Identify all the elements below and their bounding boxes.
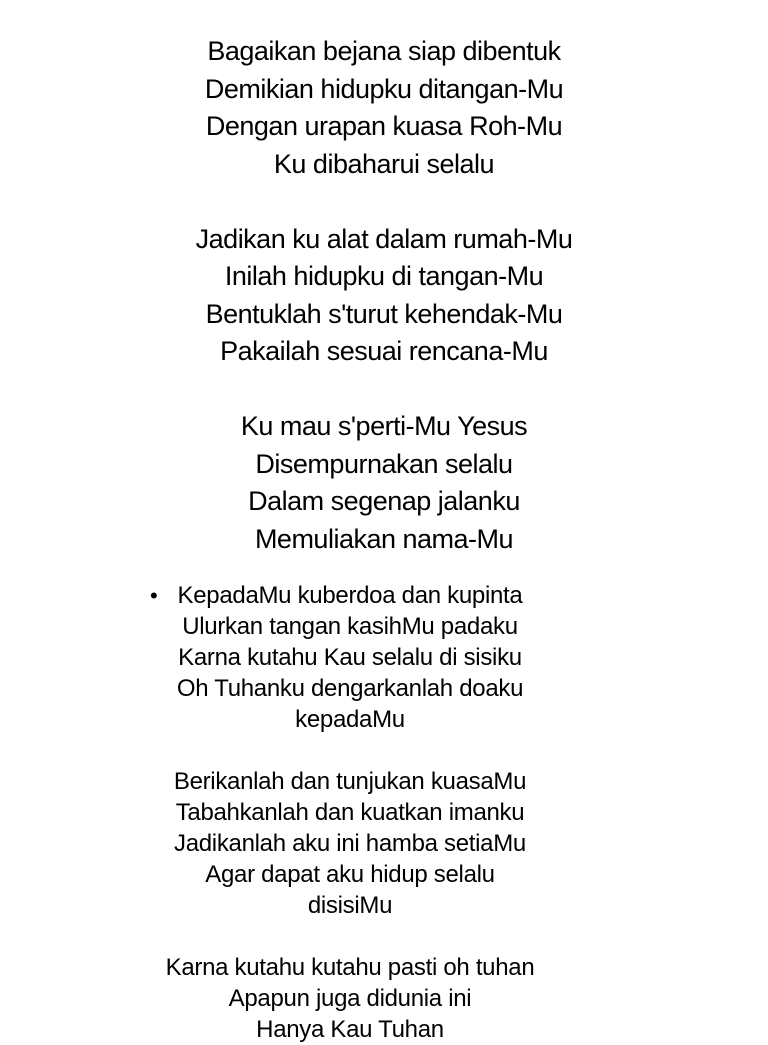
lyric-line: Inilah hidupku di tangan-Mu <box>224 261 544 291</box>
bullet-icon: • <box>150 583 158 608</box>
lyric-stanza <box>0 33 768 183</box>
lyric-line: Pakailah sesuai rencana-Mu <box>220 336 548 366</box>
lyric-stanza <box>0 580 700 735</box>
lyric-line: Apapun juga didunia ini <box>228 985 472 1012</box>
lyric-line: Bentuklah s'turut kehendak-Mu <box>205 298 563 329</box>
lyric-line: Dengan urapan kuasa Roh-Mu <box>205 111 563 141</box>
lyric-line: Tabahkanlah dan kuatkan imanku <box>175 799 525 826</box>
lyric-line: Jadikanlah aku ini hamba setiaMu <box>174 830 526 857</box>
lyric-line: Oh Tuhanku dengarkanlah doaku <box>176 675 524 702</box>
lyric-line: kepadaMu <box>295 706 405 733</box>
lyric-line: Karna kutahu Kau selalu di sisiku <box>178 644 522 671</box>
lyric-line: Berikanlah dan tunjukan kuasaMu <box>173 768 527 795</box>
lyric-line: Agar dapat aku hidup selalu <box>205 861 495 888</box>
lyric-line: Jadikan ku alat dalam rumah-Mu <box>195 223 573 254</box>
lyrics-top-section <box>0 33 768 558</box>
lyrics-bottom-section <box>0 580 700 1045</box>
lyric-line: disisiMu <box>307 892 393 919</box>
lyric-line: Ku mau s'perti-Mu Yesus <box>240 411 528 441</box>
lyric-line: Bagaikan bejana siap dibentuk <box>207 36 561 66</box>
lyric-stanza <box>0 766 700 921</box>
lyric-stanza <box>0 952 700 1045</box>
lyric-stanza <box>0 408 768 558</box>
lyric-stanza <box>0 221 768 371</box>
lyric-line: Ulurkan tangan kasihMu padaku <box>182 613 518 640</box>
lyric-line: Karna kutahu kutahu pasti oh tuhan <box>165 954 535 981</box>
lyric-line: Disempurnakan selalu <box>255 448 513 479</box>
lyric-line: Memuliakan nama-Mu <box>254 523 514 554</box>
lyric-line: Demikian hidupku ditangan-Mu <box>204 73 564 104</box>
lyric-line: Ku dibaharui selalu <box>273 148 495 179</box>
lyric-line: KepadaMu kuberdoa dan kupinta <box>177 582 523 609</box>
lyric-line: Dalam segenap jalanku <box>248 486 520 516</box>
lyric-line: Hanya Kau Tuhan <box>256 1016 444 1043</box>
